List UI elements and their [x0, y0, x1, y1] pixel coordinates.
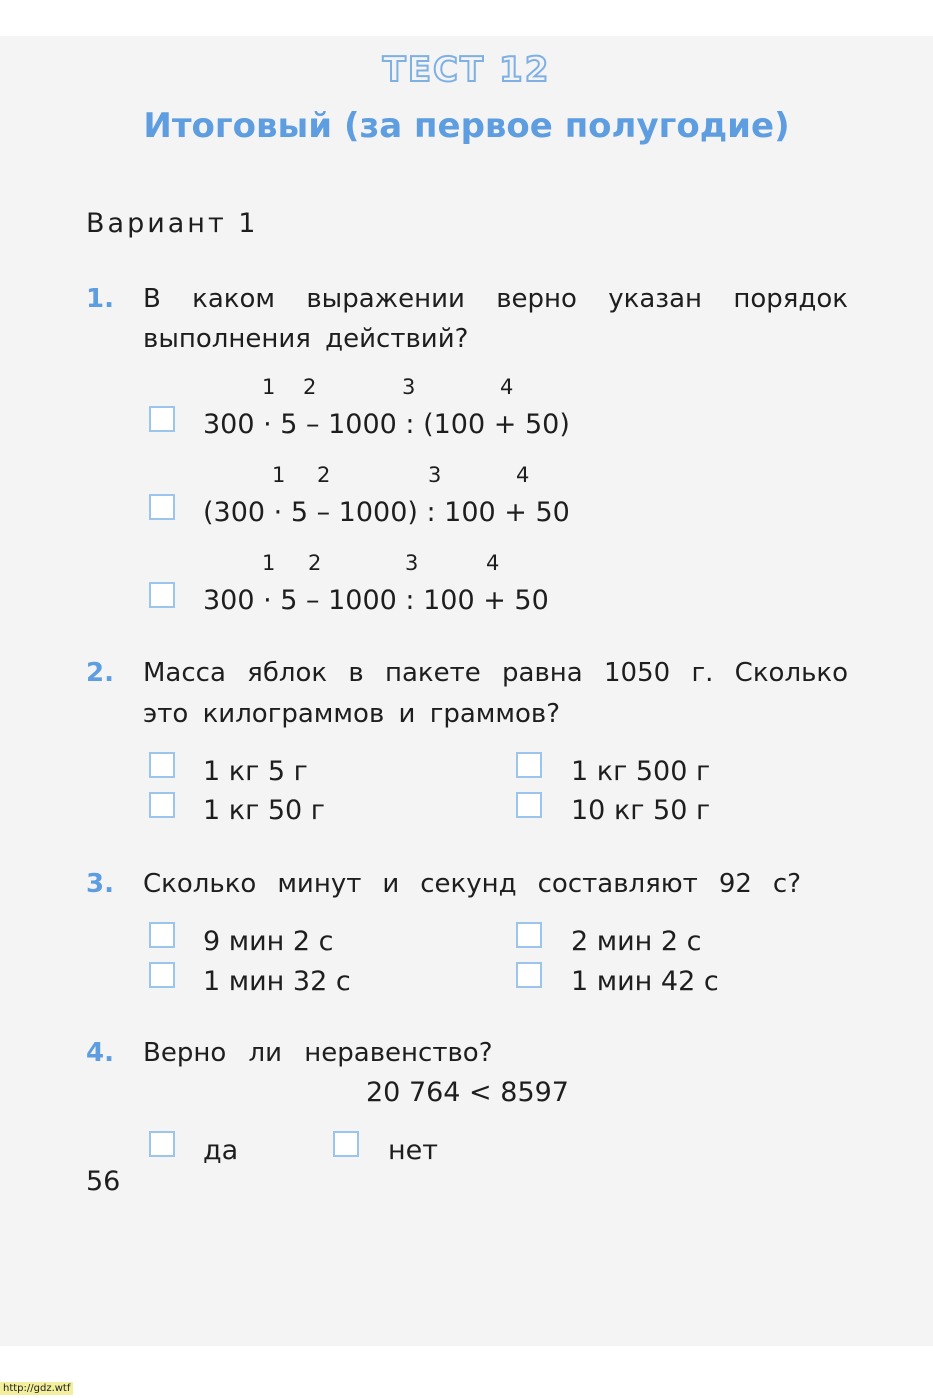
answer-checkbox[interactable] — [516, 962, 542, 988]
question-4-text: Верно ли неравенство? — [143, 1038, 493, 1068]
q4-option-label: нет — [388, 1135, 438, 1166]
q2-option-label: 1 кг 500 г — [571, 756, 711, 787]
question-1-number: 1. — [86, 284, 114, 314]
question-1-text-line1: В каком выражении верно указан порядок — [143, 284, 848, 314]
operation-index: 3 — [402, 375, 416, 399]
q3-option-label: 1 мин 32 с — [203, 966, 351, 997]
operation-index: 1 — [272, 463, 286, 487]
answer-checkbox[interactable] — [149, 962, 175, 988]
answer-checkbox[interactable] — [149, 922, 175, 948]
source-url-link[interactable]: http://gdz.wtf — [0, 1382, 73, 1395]
q2-option-label: 1 кг 50 г — [203, 795, 325, 826]
answer-checkbox[interactable] — [516, 922, 542, 948]
inequality-expression: 20 764 < 8597 — [366, 1077, 569, 1108]
operation-index: 2 — [308, 551, 322, 575]
page-number: 56 — [86, 1166, 121, 1197]
question-2-text-line2: это килограммов и граммов? — [143, 699, 561, 729]
q1-option-2-expression: (300 · 5 – 1000) : 100 + 50 — [203, 497, 570, 528]
operation-index: 3 — [428, 463, 442, 487]
question-1-text-line2: выполнения действий? — [143, 324, 469, 354]
q3-option-label: 2 мин 2 с — [571, 926, 702, 957]
operation-index: 4 — [486, 551, 500, 575]
q4-option-label: да — [203, 1135, 239, 1166]
question-3-number: 3. — [86, 869, 114, 899]
operation-index: 2 — [317, 463, 331, 487]
q3-option-label: 1 мин 42 с — [571, 966, 719, 997]
operation-index: 1 — [262, 375, 276, 399]
answer-checkbox[interactable] — [149, 792, 175, 818]
q1-option-3-expression: 300 · 5 – 1000 : 100 + 50 — [203, 585, 549, 616]
variant-label: Вариант 1 — [86, 208, 259, 239]
answer-checkbox[interactable] — [149, 406, 175, 432]
answer-checkbox[interactable] — [149, 1131, 175, 1157]
operation-index: 3 — [405, 551, 419, 575]
q1-option-1-expression: 300 · 5 – 1000 : (100 + 50) — [203, 409, 570, 440]
question-4-number: 4. — [86, 1038, 114, 1068]
test-title: ТЕСТ 12 — [382, 50, 551, 90]
answer-checkbox[interactable] — [149, 494, 175, 520]
operation-index: 4 — [516, 463, 530, 487]
question-2-number: 2. — [86, 658, 114, 688]
operation-index: 4 — [500, 375, 514, 399]
question-3-text: Сколько минут и секунд составляют 92 с? — [143, 869, 801, 899]
q2-option-label: 1 кг 5 г — [203, 756, 308, 787]
test-subtitle: Итоговый (за первое полугодие) — [143, 106, 790, 146]
answer-checkbox[interactable] — [516, 752, 542, 778]
question-2-text-line1: Масса яблок в пакете равна 1050 г. Сколько — [143, 658, 848, 688]
answer-checkbox[interactable] — [516, 792, 542, 818]
answer-checkbox[interactable] — [149, 752, 175, 778]
operation-index: 2 — [303, 375, 317, 399]
q2-option-label: 10 кг 50 г — [571, 795, 711, 826]
answer-checkbox[interactable] — [149, 582, 175, 608]
q3-option-label: 9 мин 2 с — [203, 926, 334, 957]
answer-checkbox[interactable] — [333, 1131, 359, 1157]
operation-index: 1 — [262, 551, 276, 575]
